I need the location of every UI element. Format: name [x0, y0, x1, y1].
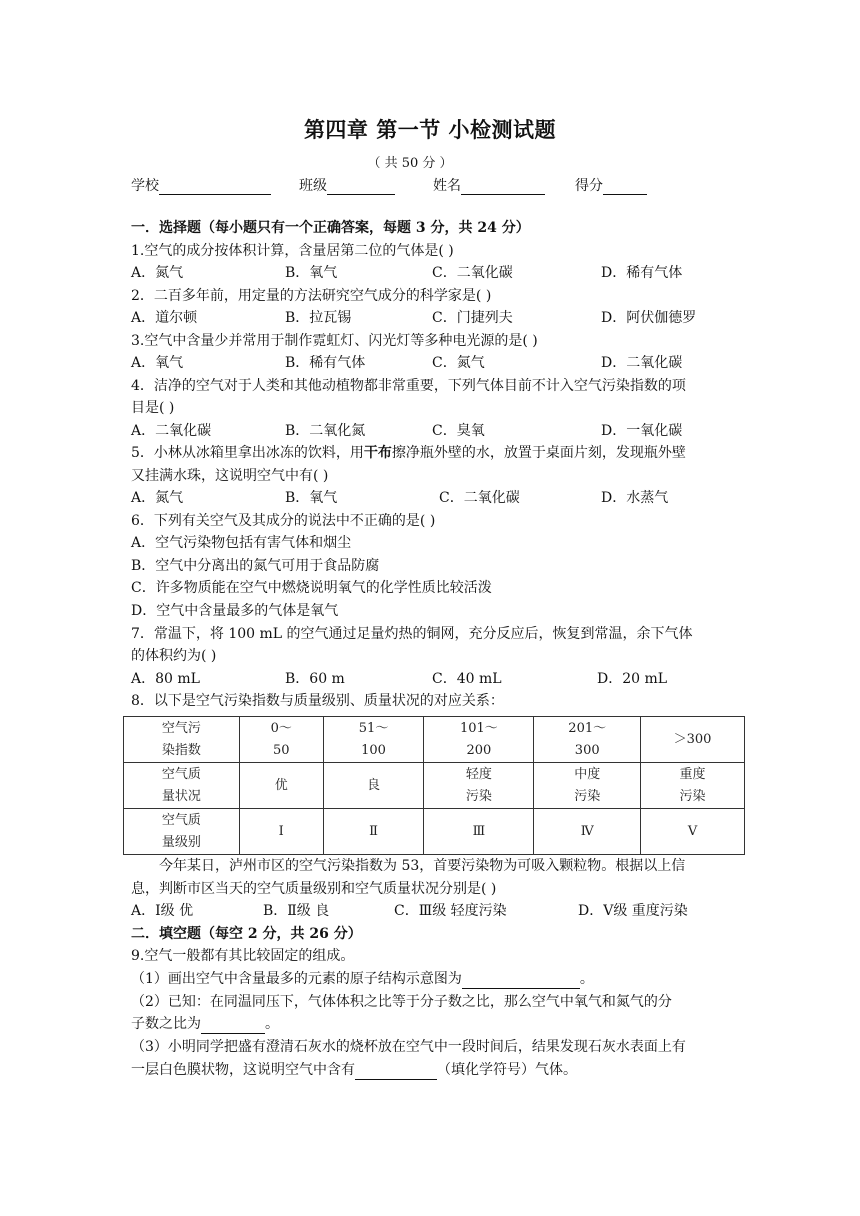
q2-option-a: A．道尔顿 [131, 310, 198, 326]
q5-option-b: B．氧气 [285, 490, 338, 506]
school-label: 学校 [131, 178, 159, 194]
q7-option-c: C．40 mL [432, 671, 502, 687]
q9-part3-line1: （3）小明同学把盛有澄清石灰水的烧杯放在空气中一段时间后，结果发现石灰水表面上有 [131, 1039, 686, 1055]
q9-part2-line1: （2）已知：在同温同压下，气体体积之比等于分子数之比，那么空气中氧气和氮气的分 [131, 994, 672, 1010]
q8-option-c: C．Ⅲ级 轻度污染 [394, 903, 507, 919]
school-blank[interactable] [159, 180, 271, 195]
q3-option-c: C．氮气 [432, 355, 485, 371]
q9-part2-end: 。 [265, 1016, 279, 1032]
q3-option-b: B．稀有气体 [285, 355, 366, 371]
q9-part1 [131, 969, 594, 989]
q9-part3-blank[interactable] [355, 1065, 437, 1080]
q3-option-a: A．氧气 [131, 355, 184, 371]
table-cell: Ⅳ [534, 809, 641, 855]
q8-option-a: A．Ⅰ级 优 [131, 903, 194, 919]
q1-option-c: C．二氧化碳 [432, 265, 513, 281]
table-cell: 良 [323, 763, 424, 809]
q7-option-a: A．80 mL [131, 671, 200, 687]
q5-text-part2: 擦净瓶外壁的水，放置于桌面片刻，发现瓶外壁 [391, 445, 686, 461]
score-blank[interactable] [603, 180, 647, 195]
q5-text-line1 [131, 443, 686, 463]
q4-option-d: D．一氧化碳 [601, 423, 683, 439]
table-cell: 中度 污染 [534, 763, 641, 809]
q1-option-a: A．氮气 [131, 265, 184, 281]
q7-option-b: B．60 m [285, 671, 345, 687]
table-cell: Ⅲ [424, 809, 534, 855]
table-cell: 201～ 300 [534, 717, 641, 763]
q6-option-a: A．空气污染物包括有害气体和烟尘 [131, 535, 352, 551]
q2-option-c: C．门捷列夫 [432, 310, 513, 326]
q7-text-line2: 的体积约为( ) [131, 648, 217, 664]
q1-option-d: D．稀有气体 [601, 265, 683, 281]
class-label: 班级 [299, 178, 327, 194]
table-cell: 空气质 量状况 [124, 763, 240, 809]
q5-text-bold: 干布 [363, 445, 392, 461]
q9-part1-end: 。 [579, 971, 594, 987]
q8-option-b: B．Ⅱ级 良 [263, 903, 330, 919]
table-cell: 空气污 染指数 [124, 717, 240, 763]
q1-option-b: B．氧气 [285, 265, 338, 281]
table-cell: 优 [239, 763, 323, 809]
table-row [124, 809, 745, 855]
q8-text: 8．以下是空气污染指数与质量级别、质量状况的对应关系： [131, 693, 504, 709]
q9-part1-text: （1）画出空气中含量最多的元素的原子结构示意图为 [131, 971, 462, 987]
q4-text-line1: 4．洁净的空气对于人类和其他动植物都非常重要，下列气体目前不计入空气污染指数的项 [131, 378, 686, 394]
q5-option-d: D．水蒸气 [601, 490, 669, 506]
table-cell: Ⅱ [323, 809, 424, 855]
q6-option-c: C．许多物质能在空气中燃烧说明氧气的化学性质比较活泼 [131, 580, 492, 596]
q9-part3-line2 [131, 1060, 577, 1080]
q1-text: 1.空气的成分按体积计算，含量居第二位的气体是( ) [131, 243, 454, 259]
student-info-row [131, 175, 675, 195]
name-label: 姓名 [433, 178, 461, 194]
table-cell: Ⅰ [239, 809, 323, 855]
section1-heading: 一．选择题（每小题只有一个正确答案，每题 3 分，共 24 分） [131, 220, 530, 236]
q8-option-d: D．Ⅴ级 重度污染 [578, 903, 688, 919]
table-cell: 重度 污染 [641, 763, 745, 809]
q5-text-line2: 又挂满水珠，这说明空气中有( ) [131, 468, 329, 484]
q3-option-d: D．二氧化碳 [601, 355, 683, 371]
table-row [124, 763, 745, 809]
q4-option-a: A．二氧化碳 [131, 423, 212, 439]
q5-option-a: A．氮气 [131, 490, 184, 506]
q4-option-c: C．臭氧 [432, 423, 485, 439]
q8-paragraph-line2: 息，判断市区当天的空气质量级别和空气质量状况分别是( ) [131, 881, 497, 897]
q6-option-b: B．空气中分离出的氮气可用于食品防腐 [131, 558, 380, 574]
q9-part2-blank[interactable] [201, 1019, 265, 1034]
q8-paragraph-line1: 今年某日，泸州市区的空气污染指数为 53，首要污染物为可吸入颗粒物。根据以上信 [159, 858, 686, 874]
table-cell: 空气质 量级别 [124, 809, 240, 855]
q9-part1-blank[interactable] [462, 974, 580, 989]
q9-text: 9.空气一般都有其比较固定的组成。 [131, 948, 355, 964]
air-quality-table [123, 716, 745, 855]
q4-text-line2: 目是( ) [131, 400, 175, 416]
table-cell: 101～ 200 [424, 717, 534, 763]
table-cell: 轻度 污染 [424, 763, 534, 809]
table-cell: 51～ 100 [323, 717, 424, 763]
q3-text: 3.空气中含量少并常用于制作霓虹灯、闪光灯等多种电光源的是( ) [131, 333, 538, 349]
q4-option-b: B．二氧化氮 [285, 423, 366, 439]
q2-option-d: D．阿伏伽德罗 [601, 310, 697, 326]
q6-text: 6．下列有关空气及其成分的说法中不正确的是( ) [131, 513, 436, 529]
name-blank[interactable] [461, 180, 545, 195]
q2-option-b: B．拉瓦锡 [285, 310, 352, 326]
score-label: 得分 [575, 178, 603, 194]
table-cell: 0～ 50 [239, 717, 323, 763]
table-cell: ＞300 [641, 717, 745, 763]
class-blank[interactable] [327, 180, 395, 195]
q9-part2-line2 [131, 1014, 279, 1034]
q7-option-d: D．20 mL [597, 671, 668, 687]
q6-option-d: D．空气中含量最多的气体是氧气 [131, 603, 339, 619]
q5-text-part1: 5．小林从冰箱里拿出冰冻的饮料，用 [131, 445, 364, 461]
q9-part3-end: （填化学符号）气体。 [437, 1062, 577, 1078]
section2-heading: 二．填空题（每空 2 分，共 26 分） [131, 926, 362, 942]
q5-option-c: C．二氧化碳 [439, 490, 520, 506]
q7-text-line1: 7．常温下，将 100 mL 的空气通过足量灼热的铜网，充分反应后，恢复到常温，余下气体 [131, 626, 693, 642]
q9-part2-text: 子数之比为 [131, 1016, 201, 1032]
q9-part3-text: 一层白色膜状物，这说明空气中含有 [131, 1062, 355, 1078]
page-title: 第四章 第一节 小检测试题 [303, 118, 557, 142]
q2-text: 2．二百多年前，用定量的方法研究空气成分的科学家是( ) [131, 288, 492, 304]
table-row [124, 717, 745, 763]
table-cell: Ⅴ [641, 809, 745, 855]
total-score-note: （ 共 50 分 ） [367, 156, 453, 171]
